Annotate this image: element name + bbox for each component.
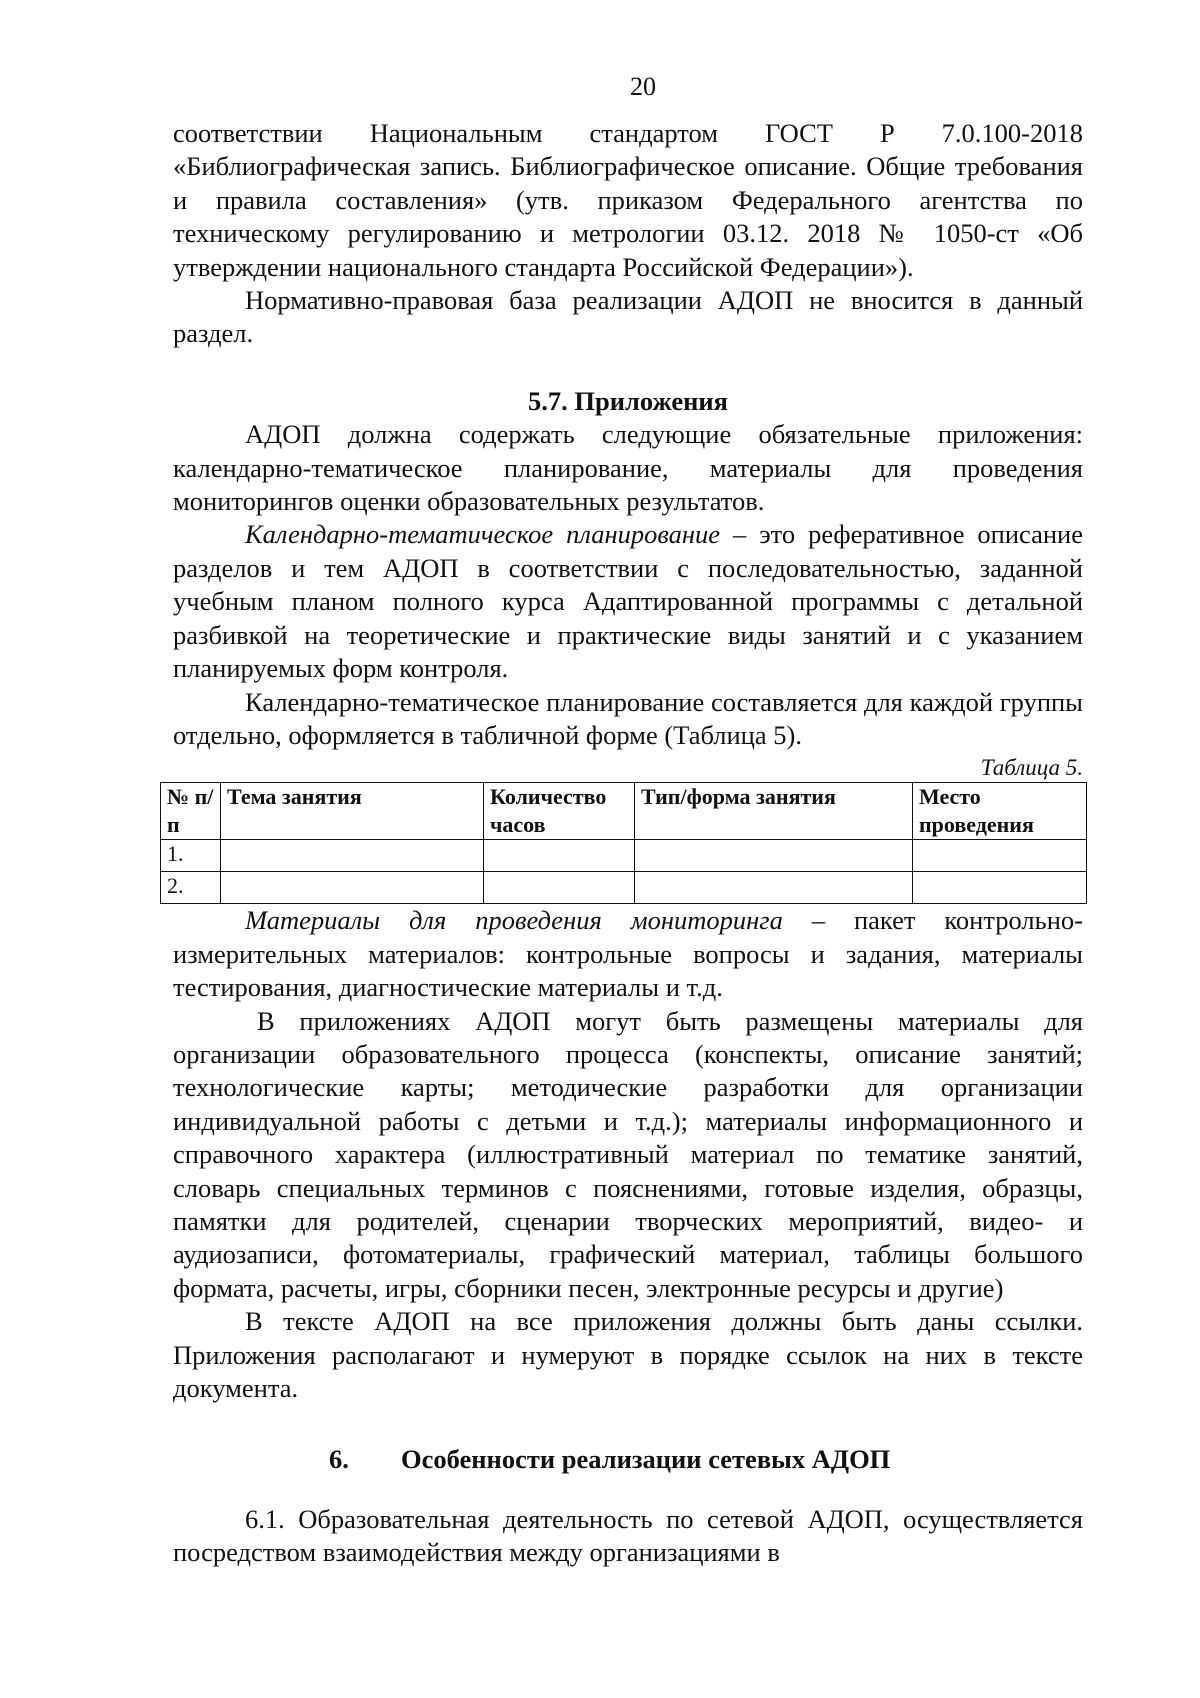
paragraph-planning-per-group: Календарно-тематическое планирование составляется для каждой группы отдельно, оформляется в табличной форме (Таблица 5). bbox=[173, 686, 1083, 750]
cell-topic bbox=[221, 840, 484, 872]
section-heading-6 bbox=[173, 1443, 1083, 1476]
paragraph-appendix-materials: В приложениях АДОП могут быть размещены материалы для организации образовательного процесса (конспекты, описание занятий; технологические карты; методические разработки для организации индивидуальной работы с детьми и т.д.); материалы информационного и справочного характера (иллюстративный материал по тематике занятий, словарь специальных терминов с пояснениями, готовые изделия, образцы, памятки для родителей, сценарии творческих мероприятий, видео- и аудиозаписи, фотоматериалы, графический материал, таблицы большого формата, расчеты, игры, сборники песен, электронные ресурсы и другие) bbox=[173, 1005, 1083, 1303]
definition-calendar-planning: – это реферативное описание разделов и тем АДОП в соответствии с последовательностью, заданной учебным планом полного курса Адаптированной программы с детальной разбивкой на теоретические и практические виды занятий и с указанием планируемых форм контроля. bbox=[173, 519, 1084, 684]
paragraph-appendix-references: В тексте АДОП на все приложения должны быть даны ссылки. Приложения располагают и нумеруют в порядке ссылок на них в тексте документа. bbox=[173, 1306, 1083, 1403]
header-hours: Количество часов bbox=[484, 783, 635, 840]
table-header-row bbox=[161, 783, 1087, 840]
section-number: 6. bbox=[329, 1444, 349, 1475]
cell-topic bbox=[221, 872, 484, 904]
cell-hours bbox=[484, 872, 635, 904]
header-place: Место проведения bbox=[913, 783, 1087, 840]
cell-type bbox=[635, 840, 913, 872]
header-topic: Тема занятия bbox=[221, 783, 484, 840]
paragraph-monitoring-materials bbox=[173, 904, 1083, 1004]
page-number: 20 bbox=[630, 72, 656, 101]
paragraph-required-appendices: АДОП должна содержать следующие обязательные приложения: календарно-тематическое планирование, материалы для проведения мониторингов оценки образовательных результатов. bbox=[173, 419, 1083, 517]
document-page bbox=[167, 70, 1084, 1570]
cell-place bbox=[913, 840, 1087, 872]
planning-table bbox=[160, 782, 1087, 904]
cell-number: 1. bbox=[161, 840, 221, 872]
paragraph-normative-base: Нормативно-правовая база реализации АДОП не вносится в данный раздел. bbox=[173, 285, 1083, 349]
definition-monitoring-materials: – пакет контрольно-измерительных материалов: контрольные вопросы и задания, материалы тестирования, диагностические материалы и т.д. bbox=[173, 905, 1083, 1003]
section-heading-5-7: 5.7. Приложения bbox=[528, 385, 728, 416]
paragraph-calendar-planning bbox=[173, 518, 1083, 685]
term-calendar-planning: Календарно-тематическое планирование bbox=[245, 519, 721, 550]
cell-number: 2. bbox=[161, 872, 221, 904]
cell-hours bbox=[484, 840, 635, 872]
term-monitoring-materials: Материалы для проведения мониторинга bbox=[245, 905, 783, 936]
cell-place bbox=[913, 872, 1087, 904]
cell-type bbox=[635, 872, 913, 904]
table-row bbox=[161, 840, 1087, 872]
table-row bbox=[161, 872, 1087, 904]
header-number: № п/п bbox=[161, 783, 221, 840]
section-title: Особенности реализации сетевых АДОП bbox=[401, 1444, 891, 1475]
paragraph-gost-reference: соответствии Национальным стандартом ГОСТ Р 7.0.100-2018 «Библиографическая запись. Библиографическое описание. Общие требования и правила составления» (утв. приказом Федерального агентства по техническому регулированию и метрологии 03.12. 2018 № 1050-ст «Об утверждении национального стандарта Российской Федерации»). bbox=[173, 118, 1083, 282]
table-caption: Таблица 5. bbox=[980, 755, 1083, 781]
paragraph-network-program: 6.1. Образовательная деятельность по сетевой АДОП, осуществляется посредством взаимодействия между организациями в bbox=[173, 1503, 1083, 1568]
header-type: Тип/форма занятия bbox=[635, 783, 913, 840]
